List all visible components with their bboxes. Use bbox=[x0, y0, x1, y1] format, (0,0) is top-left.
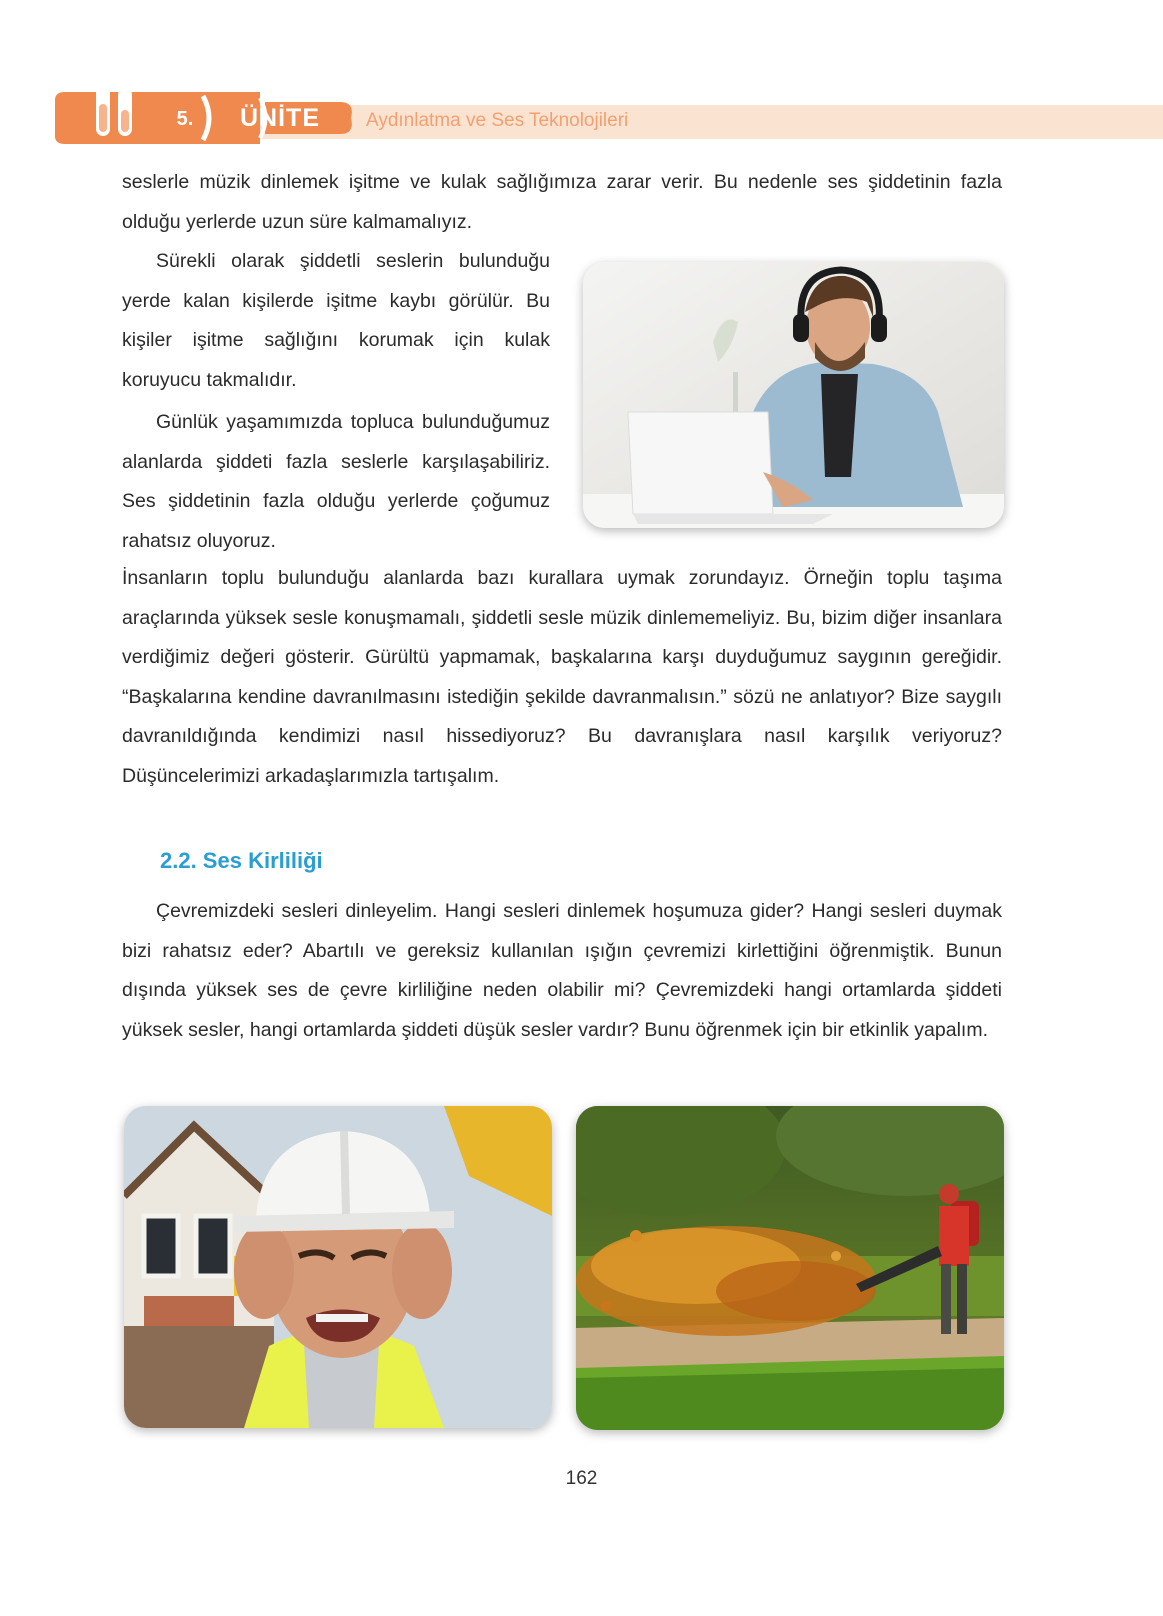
section-title: 2.2. Ses Kirliliği bbox=[160, 848, 323, 873]
unit-label: ÜNİTE bbox=[240, 104, 320, 132]
photo-worker-covering-ears bbox=[124, 1106, 552, 1428]
unit-title: Aydınlatma ve Ses Teknolojileri bbox=[366, 110, 629, 131]
photo-leaf-blower-park bbox=[576, 1106, 1004, 1430]
paragraph-3: Günlük yaşamımızda topluca bulunduğumuz alanlarda şiddeti fazla seslerle karşılaşabiliriz. Ses şiddetinin fazla olduğu yerlerde çoğumuz rahatsız oluyoruz. bbox=[122, 411, 550, 552]
paragraph-4: Çevremizdeki sesleri dinleyelim. Hangi sesleri dinlemek hoşumuza gider? Hangi sesleri duymak bizi rahatsız eder? Abartılı ve gereksiz kullanılan ışığın çevremizi kirlettiğini öğrenmiştik. Bunun dışında yüksek ses de çevre kirliliğine neden olabilir mi? Çevremizdeki hangi ortamlarda şiddeti yüksek sesler, hangi ortamlarda şiddeti düşük sesler vardır? Bunu öğrenmek için bir etkinlik yapalım. bbox=[122, 900, 1002, 1041]
paragraph-3-continued: İnsanların toplu bulunduğu alanlarda bazı kurallara uymak zorundayız. Örneğin toplu taşıma araçlarında yüksek sesle konuşmamalı, şiddetli sesle müzik dinlememeliyiz. Bu, bizim diğer insanlara verdiğimiz değeri gösterir. Gürültü yapmamak, başkalarına karşı duyduğumuz saygının gereğidir. “Başkalarına kendine davranılmasını istediğin şekilde davranmalısın.” sözü ne anlatıyor? Bize saygılı davranıldığında kendimizi nasıl hissediyoruz? Bu davranışlara nasıl karşılık veriyoruz? Düşüncelerimizi arkadaşlarımızla tartışalım. bbox=[122, 567, 1002, 787]
page-number: 162 bbox=[565, 1468, 598, 1489]
test-tubes-icon bbox=[82, 74, 152, 144]
photo-man-headphones-laptop bbox=[583, 262, 1004, 528]
unit-number: 5. bbox=[176, 108, 194, 130]
paragraph-2: Sürekli olarak şiddetli seslerin bulunduğu yerde kalan kişilerde işitme kaybı görülür. Bu kişiler işitme sağlığını korumak için kulak koruyucu takmalıdır. bbox=[122, 250, 550, 391]
paragraph-1: seslerle müzik dinlemek işitme ve kulak sağlığımıza zarar verir. Bu nedenle ses şiddetinin fazla olduğu yerlerde uzun süre kalmamalıyız. bbox=[122, 171, 1002, 233]
